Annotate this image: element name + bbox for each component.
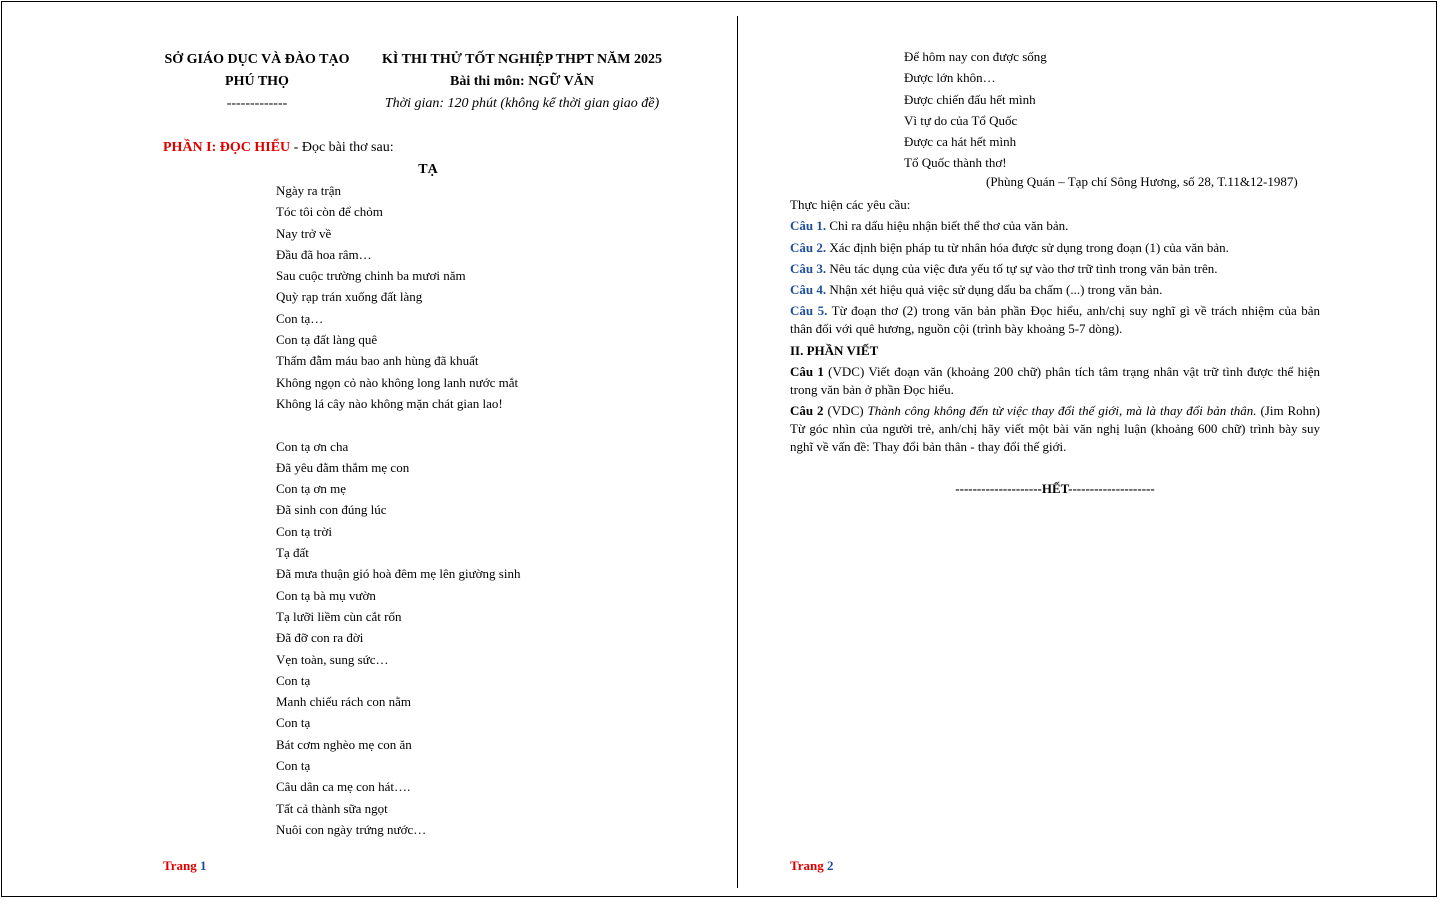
questions-intro: Thực hiện các yêu cầu:	[790, 197, 911, 212]
poem-line: Tóc tôi còn để chỏm	[276, 204, 383, 220]
question-label: Câu 1.	[790, 218, 827, 234]
poem-line: Vẹn toàn, sung sức…	[276, 651, 389, 667]
footer-label: Trang	[163, 858, 197, 873]
poem-line: Nay trở về	[276, 225, 332, 241]
poem-line: Đầu đã hoa râm…	[276, 246, 372, 262]
question-text: Từ đoạn thơ (2) trong văn bản phần Đọc hiểu, anh/chị suy nghĩ gì về trách nhiệm của bản thân đối với quê hương, nguồn cội (trình bày khoảng 5-7 dòng).	[790, 303, 1320, 337]
page-footer-1	[163, 858, 206, 874]
poem-source: (Phùng Quán – Tạp chí Sông Hương, số 28, T.11&12-1987)	[986, 174, 1298, 189]
writing-label: Câu 1	[790, 364, 824, 380]
poem-line: Vì tự do của Tổ Quốc	[904, 112, 1018, 128]
poem-line: Được chiến đấu hết mình	[904, 91, 1036, 107]
section-1-heading	[163, 138, 394, 158]
poem-title: TẠ	[418, 162, 438, 177]
question-item	[790, 239, 1320, 257]
department-name: SỞ GIÁO DỤC VÀ ĐÀO TẠO	[164, 52, 350, 67]
poem-line: Được lớn khôn…	[904, 70, 996, 86]
question-item	[790, 217, 1320, 235]
writing-item	[790, 363, 1320, 399]
poem-line: Tạ lưỡi liềm cùn cắt rốn	[276, 608, 402, 624]
poem-line: Con tạ	[276, 672, 311, 688]
writing-quote: Thành công không đến từ việc thay đổi thế giới, mà là thay đổi bản thân.	[867, 403, 1257, 419]
poem-line: Không lá cây nào không mặn chát gian lao!	[276, 395, 503, 411]
question-text: Xác định biện pháp tu từ nhân hóa được sử dụng trong đoạn (1) của văn bản.	[826, 239, 1229, 255]
page-2	[739, 0, 1439, 900]
question-item	[790, 260, 1320, 278]
poem-line: Câu dân ca mẹ con hát….	[276, 779, 411, 795]
poem-line: Ngày ra trận	[276, 183, 341, 198]
question-label: Câu 5.	[790, 303, 828, 319]
poem-line: Con tạ	[276, 715, 311, 731]
writing-item	[790, 402, 1320, 456]
poem-line: Thấm đẫm máu bao anh hùng đã khuất	[276, 353, 479, 369]
writing-label: Câu 2	[790, 403, 824, 419]
question-text: Nêu tác dụng của việc đưa yếu tố tự sự vào thơ trữ tình trong văn bản trên.	[826, 260, 1218, 276]
header-right	[372, 49, 672, 115]
section-1-label: PHẦN I: ĐỌC HIỂU	[163, 140, 291, 155]
writing-text: (Jim Rohn) Từ góc nhìn của người trẻ, anh/chị hãy viết một bài văn nghị luận (khoảng 600 chữ) trình bày suy nghĩ về vấn đề: Thay đổi bản thân - thay đổi thế giới.	[790, 403, 1321, 455]
questions-body	[790, 196, 1320, 460]
poem-line: Bát cơm nghèo mẹ con ăn	[276, 736, 412, 752]
section-1-instruction: - Đọc bài thơ sau:	[290, 140, 394, 155]
page-divider	[737, 16, 738, 888]
footer-page-number: 1	[199, 858, 207, 873]
question-list	[790, 217, 1320, 338]
poem-line: Quỳ rạp trán xuống đất làng	[276, 289, 423, 305]
poem-line: Nuôi con ngày trứng nước…	[276, 821, 427, 837]
exam-time: Thời gian: 120 phút (không kể thời gian giao đề)	[384, 96, 660, 111]
poem-continuation	[904, 46, 1047, 174]
poem-line: Con tạ	[276, 758, 311, 774]
end-marker: --------------------HẾT--------------------	[955, 481, 1155, 496]
question-text: Chỉ ra dấu hiệu nhận biết thể thơ của văn bản.	[826, 218, 1069, 234]
poem-line: Con tạ đất làng quê	[276, 332, 378, 348]
poem-body	[276, 180, 520, 840]
poem-line: Con tạ ơn cha	[276, 438, 349, 454]
exam-subject: Bài thi môn: NGỮ VĂN	[450, 74, 594, 89]
poem-line: Để hôm nay con được sống	[904, 49, 1047, 64]
poem-line: Con tạ…	[276, 310, 324, 326]
question-label: Câu 2.	[790, 239, 827, 255]
footer-label: Trang	[790, 858, 824, 873]
question-label: Câu 4.	[790, 282, 827, 298]
poem-line: Đã đỡ con ra đời	[276, 630, 364, 646]
header-rule: -------------	[226, 96, 288, 111]
writing-text: (VDC)	[823, 403, 868, 419]
poem-line: Đã mưa thuận gió hoà đêm mẹ lên giường sinh	[276, 566, 521, 582]
writing-list	[790, 363, 1320, 456]
poem-line: Đã sinh con đúng lúc	[276, 502, 387, 518]
footer-page-number: 2	[826, 858, 834, 873]
poem-line: Manh chiếu rách con nằm	[276, 694, 412, 710]
poem-line	[276, 414, 520, 435]
page-footer-2	[790, 858, 833, 874]
poem-line: Đã yêu đằm thắm mẹ con	[276, 459, 410, 475]
poem-line: Con tạ bà mụ vườn	[276, 587, 376, 603]
question-item	[790, 281, 1320, 299]
poem-line: Con tạ ơn mẹ	[276, 481, 347, 497]
poem-line: Được ca hát hết mình	[904, 134, 1017, 150]
exam-title: KÌ THI THỬ TỐT NGHIỆP THPT NĂM 2025	[382, 52, 662, 67]
writing-text: (VDC) Viết đoạn văn (khoảng 200 chữ) phân tích tâm trạng nhân vật trữ tình được thể hiện trong văn bản ở phần Đọc hiểu.	[790, 364, 1320, 398]
question-item	[790, 302, 1320, 338]
header-left	[152, 49, 362, 115]
province-name: PHÚ THỌ	[225, 74, 289, 89]
poem-line: Tổ Quốc thành thơ!	[904, 155, 1007, 171]
question-text: Nhận xét hiệu quả việc sử dụng dấu ba chấm (...) trong văn bản.	[826, 282, 1163, 298]
question-label: Câu 3.	[790, 260, 827, 276]
poem-line: Sau cuộc trường chinh ba mươi năm	[276, 268, 466, 284]
section-2-title: II. PHẦN VIẾT	[790, 342, 879, 358]
poem-line: Tạ đất	[276, 545, 309, 561]
poem-line: Không ngọn cỏ nào không long lanh nước mắt	[276, 374, 519, 390]
poem-line: Con tạ trời	[276, 523, 332, 539]
poem-line: Tất cả thành sữa ngọt	[276, 800, 388, 816]
